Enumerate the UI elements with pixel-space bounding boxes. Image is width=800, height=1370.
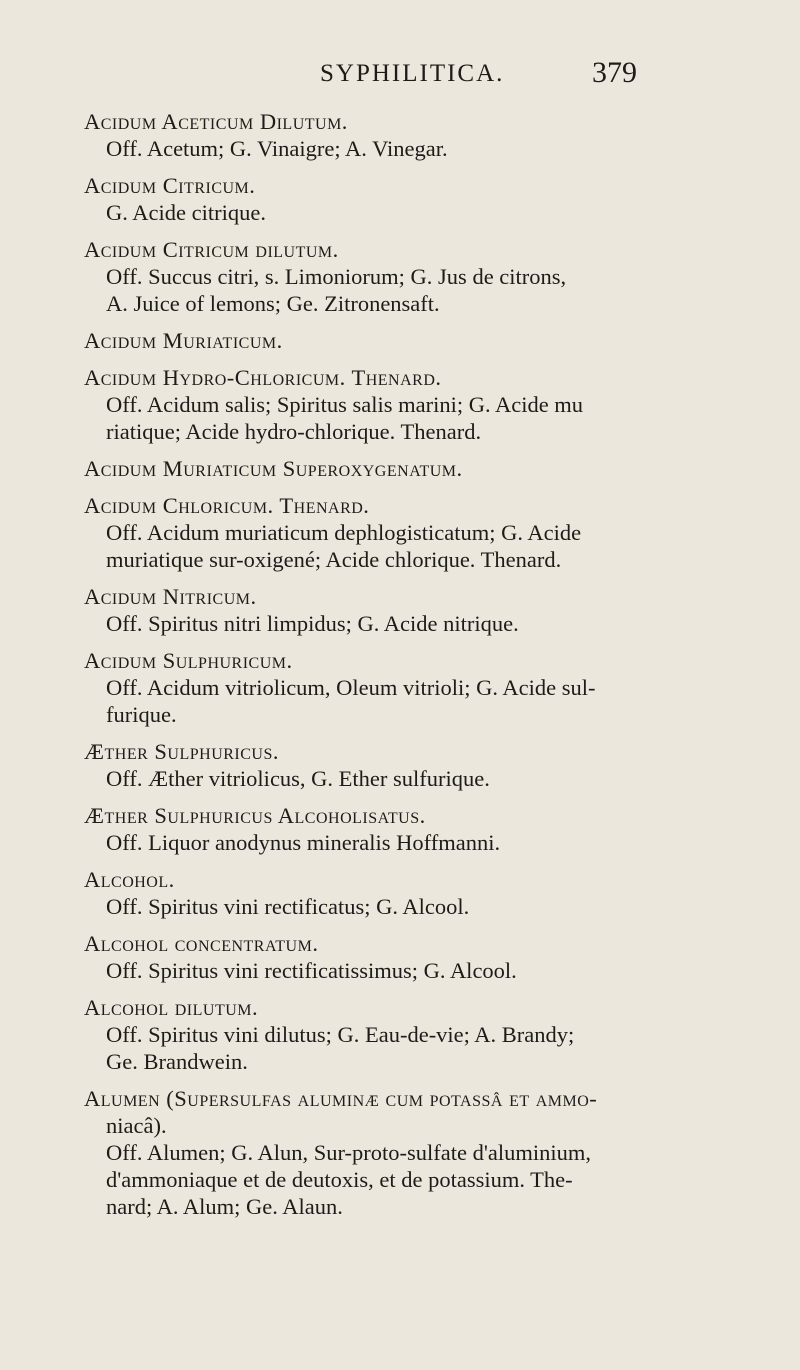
entry-list: [84, 108, 724, 1230]
entry-heading: Æther Sulphuricus Alcoholisatus.: [84, 803, 426, 828]
entry-line: riatique; Acide hydro-chlorique. Thenard.: [106, 419, 482, 444]
entry-heading: Acidum Aceticum Dilutum.: [84, 109, 348, 134]
entry: [84, 236, 724, 317]
entry-line: d'ammoniaque et de deutoxis, et de potassium. The-: [106, 1167, 573, 1192]
running-head-title: SYPHILITICA.: [320, 60, 505, 87]
entry-heading: Acidum Citricum.: [84, 173, 256, 198]
entry: [84, 327, 724, 354]
entry: [84, 866, 724, 920]
page-number: 379: [592, 56, 637, 89]
entry-line: A. Juice of lemons; Ge. Zitronensaft.: [106, 291, 440, 316]
entry-line: muriatique sur-oxigené; Acide chlorique. Thenard.: [106, 547, 562, 572]
entry-line: Ge. Brandwein.: [106, 1049, 248, 1074]
entry-line: Off. Spiritus nitri limpidus; G. Acide nitrique.: [106, 611, 519, 636]
entry: [84, 930, 724, 984]
entry-line: Off. Spiritus vini rectificatus; G. Alcool.: [106, 894, 470, 919]
entry-heading: Alcohol.: [84, 867, 175, 892]
entry: [84, 172, 724, 226]
entry-line: furique.: [106, 702, 177, 727]
entry-line: Off. Succus citri, s. Limoniorum; G. Jus de citrons,: [106, 264, 567, 289]
entry: [84, 994, 724, 1075]
entry: [84, 455, 724, 482]
entry-line: Off. Alumen; G. Alun, Sur-proto-sulfate d'aluminium,: [106, 1140, 592, 1165]
entry-heading: Acidum Nitricum.: [84, 584, 257, 609]
entry-heading: Æther Sulphuricus.: [84, 739, 280, 764]
entry-heading: Acidum Muriaticum.: [84, 328, 283, 353]
entry-line: G. Acide citrique.: [106, 200, 266, 225]
entry-line: Off. Æther vitriolicus, G. Ether sulfurique.: [106, 766, 490, 791]
entry-heading: Acidum Chloricum. Thenard.: [84, 493, 370, 518]
running-head: [0, 56, 800, 96]
entry: [84, 738, 724, 792]
entry-line: Off. Acetum; G. Vinaigre; A. Vinegar.: [106, 136, 448, 161]
entry-line: Off. Spiritus vini rectificatissimus; G. Alcool.: [106, 958, 517, 983]
entry: [84, 583, 724, 637]
entry-heading: Acidum Hydro-Chloricum. Thenard.: [84, 365, 442, 390]
entry-line: Off. Acidum salis; Spiritus salis marini; G. Acide mu: [106, 392, 584, 417]
entry-line: niacâ).: [106, 1113, 167, 1138]
entry-heading: Acidum Citricum dilutum.: [84, 237, 339, 262]
entry: [84, 364, 724, 445]
entry-line: Off. Acidum vitriolicum, Oleum vitrioli; G. Acide sul-: [106, 675, 596, 700]
entry: [84, 647, 724, 728]
entry: [84, 1085, 724, 1220]
entry: [84, 802, 724, 856]
entry-heading: Acidum Muriaticum Superoxygenatum.: [84, 456, 463, 481]
entry-line: nard; A. Alum; Ge. Alaun.: [106, 1194, 343, 1219]
entry-heading: Alumen (Supersulfas aluminæ cum potassâ et ammo-: [84, 1086, 598, 1111]
entry-line: Off. Liquor anodynus mineralis Hoffmanni.: [106, 830, 501, 855]
entry-heading: Alcohol concentratum.: [84, 931, 319, 956]
entry-line: Off. Acidum muriaticum dephlogisticatum; G. Acide: [106, 520, 582, 545]
entry: [84, 492, 724, 573]
entry-line: Off. Spiritus vini dilutus; G. Eau-de-vie; A. Brandy;: [106, 1022, 575, 1047]
entry-heading: Alcohol dilutum.: [84, 995, 259, 1020]
entry-heading: Acidum Sulphuricum.: [84, 648, 293, 673]
entry: [84, 108, 724, 162]
